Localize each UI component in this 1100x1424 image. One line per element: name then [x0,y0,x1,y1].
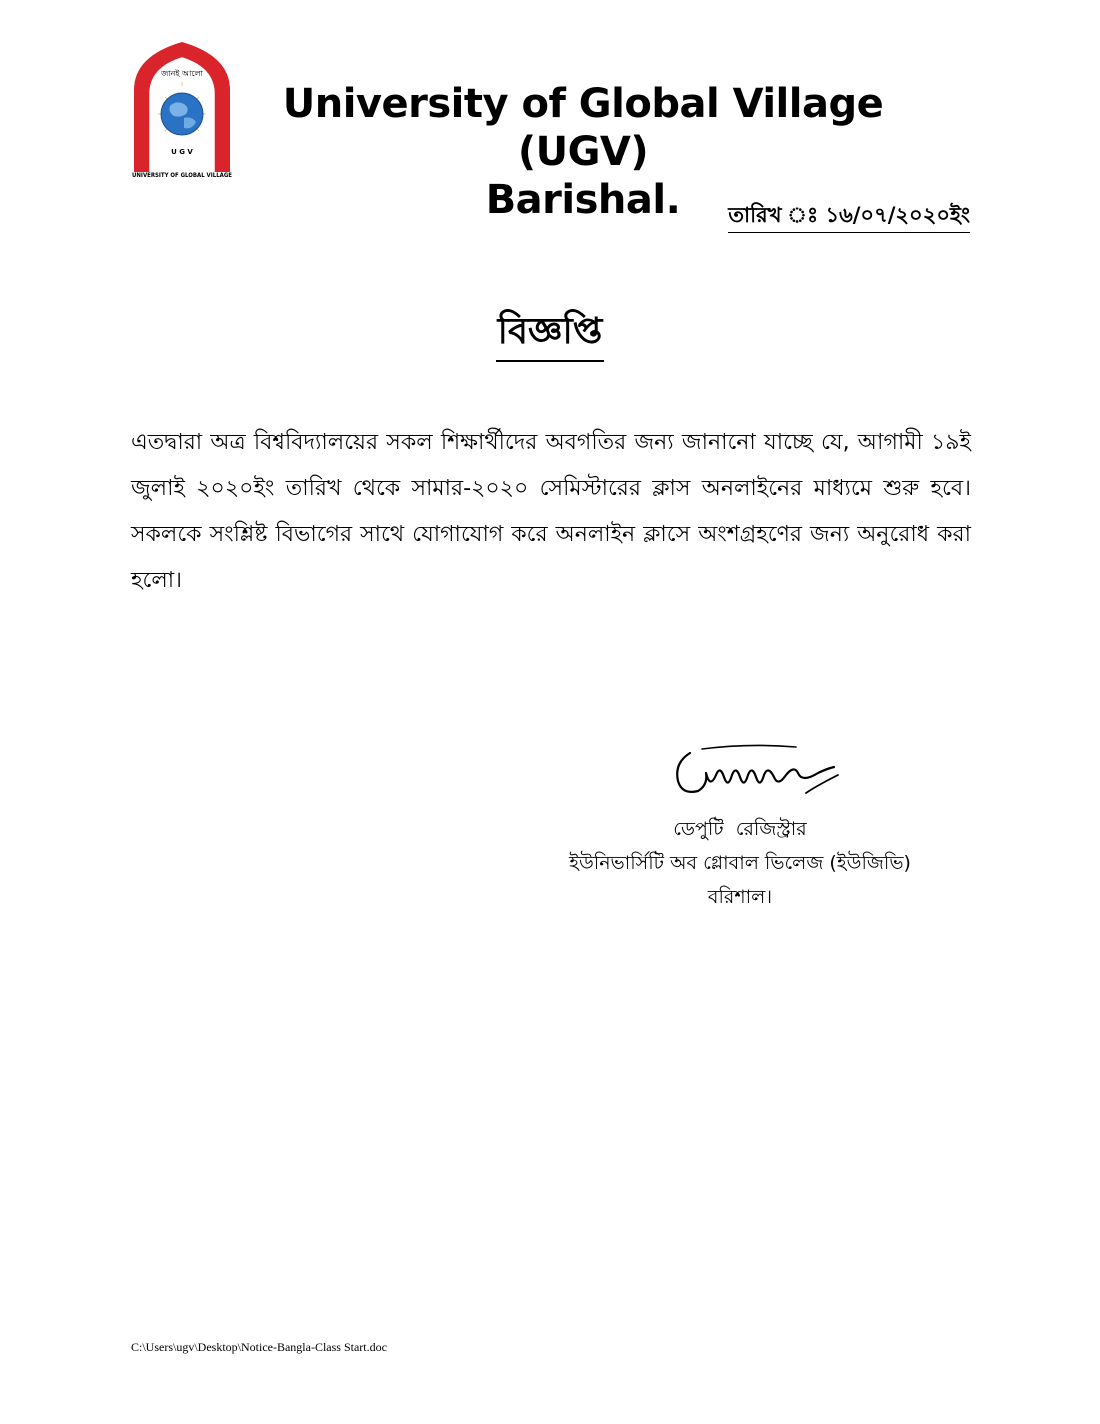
title-line-2: Barishal. [485,177,681,223]
signatory-organization: ইউনিভার্সিটি অব গ্লোবাল ভিলেজ (ইউজিভি) [569,852,911,874]
document-file-path: C:\Users\ugv\Desktop\Notice-Bangla-Class Start.doc [131,1340,387,1354]
notice-body: এতদ্বারা অত্র বিশ্ববিদ্যালয়ের সকল শিক্ষার্থীদের অবগতির জন্য জানানো যাচ্ছে যে, আগামী ১৯ই জুলাই ২০২০ইং তারিখ থেকে সামার-২০২০ সেমিস্টারের ক্লাস অনলাইনের মাধ্যমে শুরু হবে। সকলকে সংশ্লিষ্ট বিভাগের সাথে যোগাযোগ করে অনলাইন ক্লাসে অংশগ্রহণের জন্য অনুরোধ করা হলো। [131,430,971,593]
signatory-designation: ডেপুটি রেজিস্ট্রার [673,818,807,840]
signature-image [668,735,848,815]
svg-text:জানই আলো: জানই আলো [161,69,203,78]
signatory-block [530,812,950,914]
notice-date: তারিখ ঃ ১৬/০৭/২০২০ইং [728,200,970,233]
notice-heading: বিজ্ঞপ্তি [496,310,605,362]
notice-heading-wrapper [0,310,1100,362]
signatory-location: বরিশাল। [707,886,773,908]
logo-letters: U G V [171,148,193,156]
university-logo [128,38,236,178]
title-line-1: University of Global Village (UGV) [282,81,884,175]
svg-text:UNIVERSITY OF GLOBAL VILLAGE: UNIVERSITY OF GLOBAL VILLAGE [132,172,232,178]
